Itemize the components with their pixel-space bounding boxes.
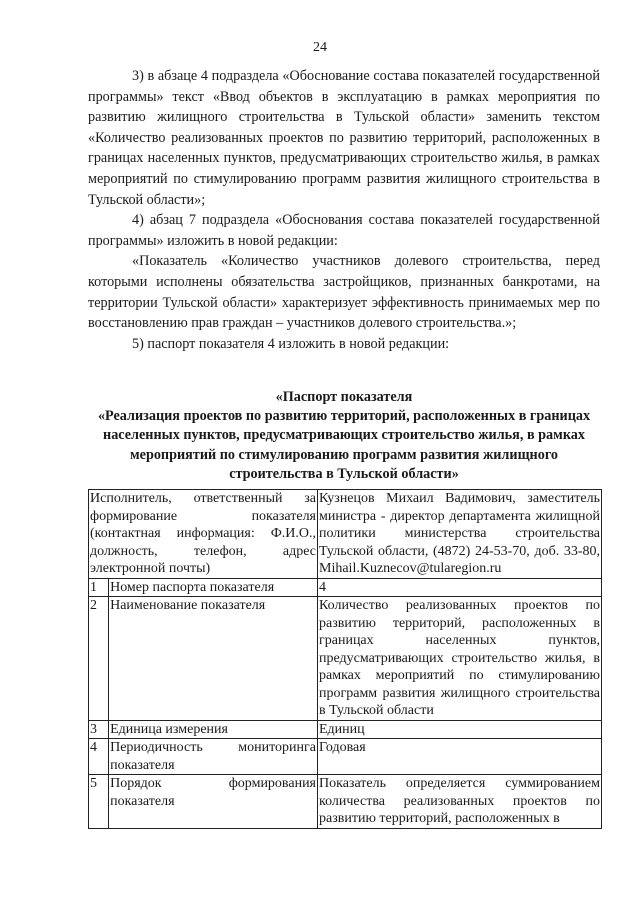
passport-heading — [88, 388, 600, 484]
table-row — [89, 597, 602, 721]
passport-title: «Паспорт показателя — [275, 389, 413, 405]
passport-subtitle: «Реализация проектов по развитию территорий, расположенных в границах населенных пунктов, предусматривающих строительство жилья, в рамках мероприятий по стимулированию программ развития жилищного строительства в Тульской области» — [97, 408, 591, 482]
table-row — [89, 720, 602, 739]
row-label: Единица измерения — [109, 720, 318, 739]
row-number: 4 — [89, 739, 109, 775]
executor-value: Кузнецов Михаил Вадимович, заместитель министра - директор департамента жилищной политики министерства строительства Тульской области, (4872) 24-53-70, доб. 33-80, Mihail.Kuznecov@tularegion.ru — [319, 491, 600, 576]
row-value: Количество реализованных проектов по развитию территорий, расположенных в границах населенных пунктов, предусматривающих строительство жилья, в рамках мероприятий по стимулированию программ развития жилищного строительства в Тульской области — [319, 598, 600, 718]
passport-table — [88, 489, 602, 829]
paragraph-quote: «Показатель «Количество участников долевого строительства, перед которыми исполнены обязательства застройщиков, признанных банкротами, на территории Тульской области» характеризует эффективность принимаемых мер по восстановлению прав граждан – участников долевого строительства.»; — [88, 253, 600, 332]
row-value: Показатель определяется суммированием количества реализованных проектов по развитию территорий, расположенных в — [319, 776, 600, 826]
row-value: 4 — [318, 578, 602, 597]
row-label: Номер паспорта показателя — [109, 578, 318, 597]
table-row — [89, 775, 602, 829]
row-label: Наименование показателя — [109, 597, 318, 721]
body-text — [88, 66, 600, 354]
paragraph-item-5: 5) паспорт показателя 4 изложить в новой редакции: — [132, 335, 450, 352]
table-row-executor — [89, 490, 602, 579]
executor-label: Исполнитель, ответственный за формирование показателя (контактная информация: Ф.И.О., должность, телефон, адрес электронной почты) — [90, 491, 316, 576]
row-value: Единиц — [318, 720, 602, 739]
row-value: Годовая — [318, 739, 602, 775]
paragraph-item-4: 4) абзац 7 подраздела «Обоснования состава показателей государственной программы» изложить в новой редакции: — [88, 212, 600, 249]
row-number: 2 — [89, 597, 109, 721]
page-number: 24 — [313, 40, 327, 55]
paragraph-item-3: 3) в абзаце 4 подраздела «Обоснование состава показателей государственной программы» текст «Ввод объектов в эксплуатацию в рамках мероприятия по развитию жилищного строительства в Тульской области» заменить текстом «Количество реализованных проектов по развитию территорий, расположенных в границах населенных пунктов, предусматривающих строительство жилья, в рамках мероприятий по стимулированию программ развития жилищного строительства в Тульской области»; — [88, 68, 600, 208]
row-label: Периодичность мониторинга показателя — [110, 740, 316, 773]
table-row — [89, 578, 602, 597]
row-number: 3 — [89, 720, 109, 739]
row-label: Порядок формирования показателя — [109, 775, 318, 829]
table-row — [89, 739, 602, 775]
row-number: 5 — [89, 775, 109, 829]
row-number: 1 — [89, 578, 109, 597]
